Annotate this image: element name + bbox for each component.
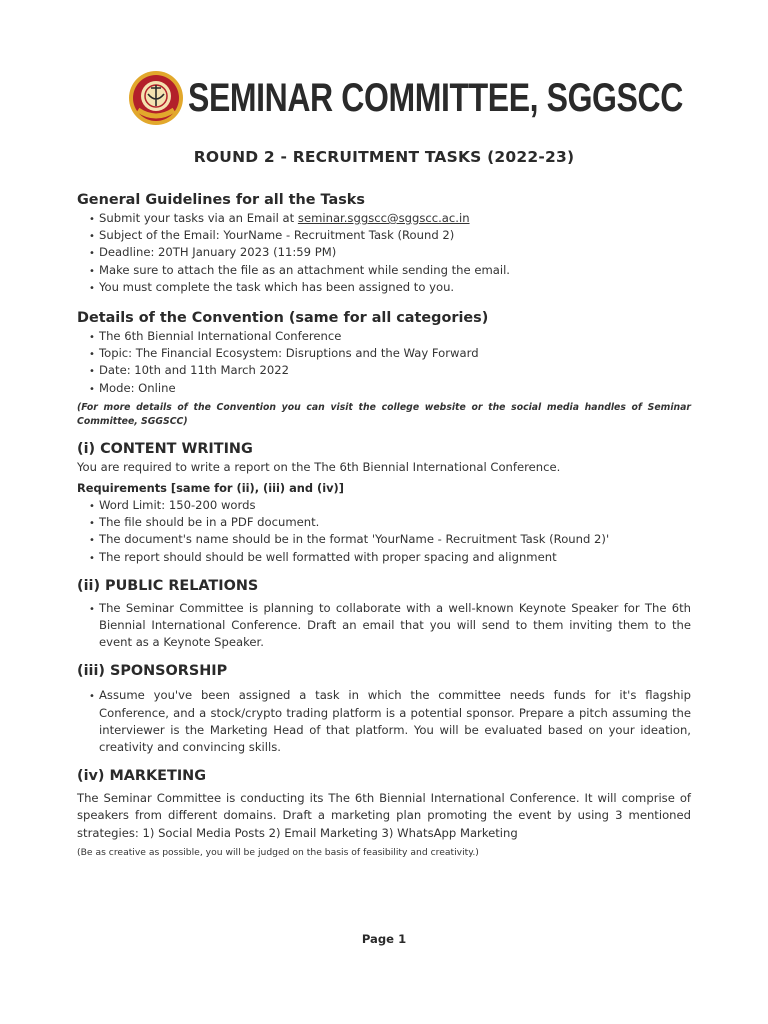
header	[128, 70, 768, 126]
public-relations-list	[77, 600, 691, 652]
sponsorship-section	[77, 661, 691, 756]
convention-section	[77, 308, 691, 429]
list-item: • The document's name should be in the format 'YourName - Recruitment Task (Round 2)'	[99, 531, 691, 548]
public-relations-heading: (ii) PUBLIC RELATIONS	[77, 577, 259, 594]
marketing-note: (Be as creative as possible, you will be judged on the basis of feasibility and creativity.)	[77, 846, 479, 858]
guidelines-list	[77, 210, 691, 296]
requirements-list	[77, 497, 691, 566]
content-writing-intro: You are required to write a report on the The 6th Biennial International Conference.	[77, 459, 561, 474]
committee-title: SEMINAR COMMITTEE, SGGSCC	[188, 75, 683, 120]
list-item: • Topic: The Financial Ecosystem: Disruptions and the Way Forward	[99, 345, 691, 362]
marketing-heading: (iv) MARKETING	[77, 768, 207, 785]
list-item: • Word Limit: 150-200 words	[99, 497, 691, 514]
main-content	[77, 190, 691, 860]
public-relations-section	[77, 576, 691, 652]
list-item: • Assume you've been assigned a task in which the committee needs funds for it's flagship Conference, and a stock/crypto trading platform is a potential sponsor. Prepare a pitch assuming the interviewer is the Marketing Head of that platform. You will be evaluated based on your ideation, creativity and convincing skills.	[99, 687, 691, 756]
page-subtitle: ROUND 2 - RECRUITMENT TASKS (2022-23)	[193, 148, 575, 166]
convention-note: (For more details of the Convention you can visit the college website or the social media handles of Seminar Committee, SGGSCC)	[77, 401, 691, 427]
convention-list	[77, 328, 691, 397]
requirements-heading: Requirements [same for (ii), (iii) and (iv)]	[77, 481, 344, 496]
list-item: • Date: 10th and 11th March 2022	[99, 362, 691, 379]
list-item: • You must complete the task which has been assigned to you.	[99, 279, 691, 296]
marketing-section	[77, 766, 691, 860]
list-item	[99, 210, 691, 227]
sponsorship-list	[77, 687, 691, 756]
email-prefix: Submit your tasks via an Email at	[99, 211, 298, 225]
list-item: • Mode: Online	[99, 380, 691, 397]
college-logo	[128, 70, 184, 126]
convention-heading: Details of the Convention (same for all categories)	[77, 310, 489, 327]
list-item: • Deadline: 20TH January 2023 (11:59 PM)	[99, 244, 691, 261]
list-item: • The 6th Biennial International Conference	[99, 328, 691, 345]
content-writing-section	[77, 439, 691, 566]
sponsorship-heading: (iii) SPONSORSHIP	[77, 663, 228, 680]
list-item: • The file should be in a PDF document.	[99, 514, 691, 531]
list-item: • The report should should be well formatted with proper spacing and alignment	[99, 549, 691, 566]
email-link[interactable]: seminar.sggscc@sggscc.ac.in	[297, 211, 470, 225]
marketing-text: The Seminar Committee is conducting its The 6th Biennial International Conference. It will comprise of speakers from different domains. Draft a marketing plan promoting the event by using 3 mentioned strategies: 1) Social Media Posts 2) Email Marketing 3) WhatsApp Marketing	[77, 791, 691, 840]
content-writing-heading: (i) CONTENT WRITING	[77, 440, 253, 457]
list-item: • Subject of the Email: YourName - Recruitment Task (Round 2)	[99, 227, 691, 244]
list-item: • The Seminar Committee is planning to collaborate with a well-known Keynote Speaker for The 6th Biennial International Conference. Draft an email that you will send to them inviting them to the event as a Keynote Speaker.	[99, 600, 691, 652]
guidelines-heading: General Guidelines for all the Tasks	[77, 192, 365, 208]
list-item: • Make sure to attach the file as an attachment while sending the email.	[99, 262, 691, 279]
page-number: Page 1	[361, 932, 407, 946]
guidelines-section	[77, 190, 691, 296]
